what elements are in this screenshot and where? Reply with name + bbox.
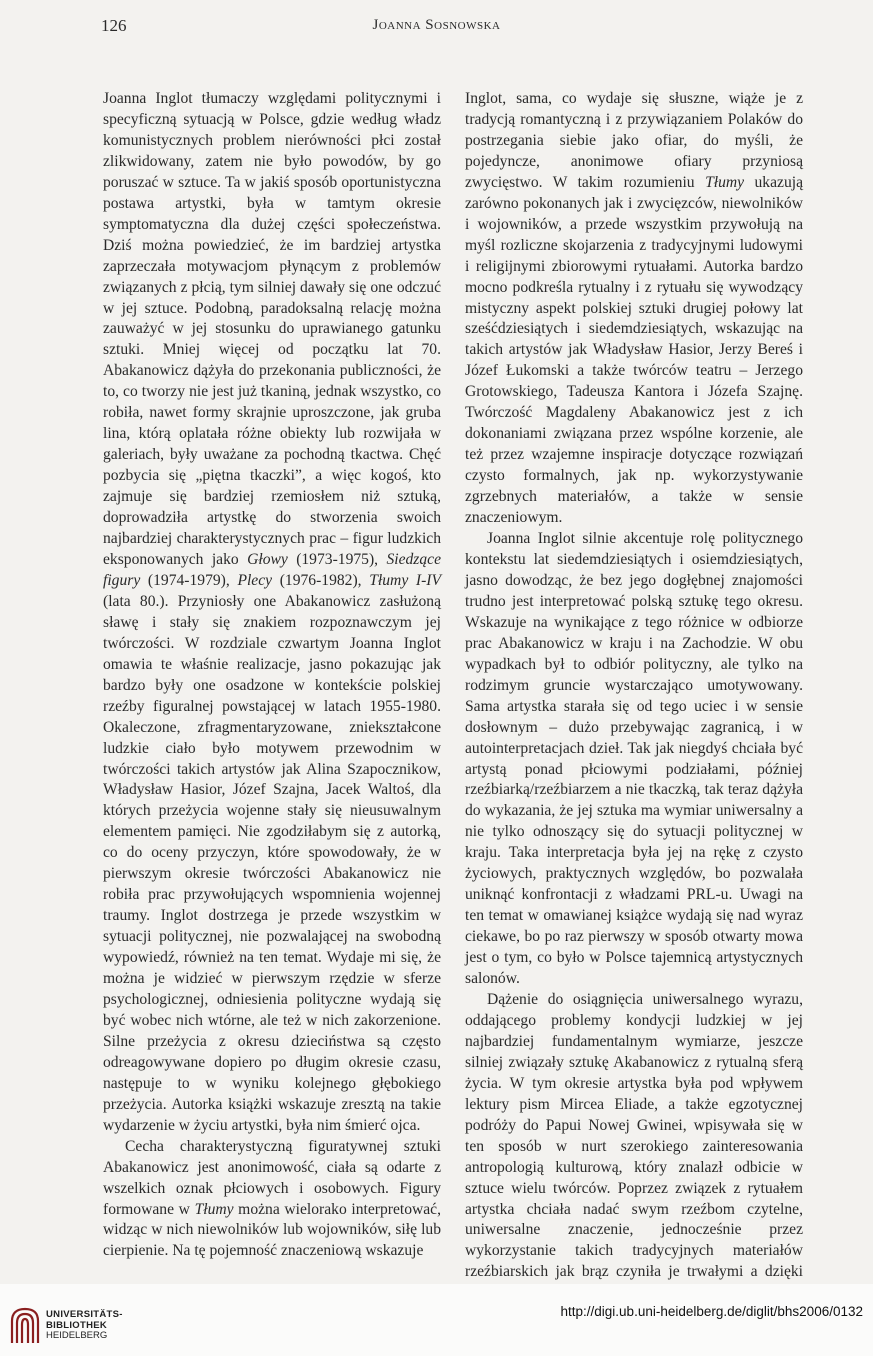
library-logo-icon — [9, 1305, 41, 1345]
work-title-tlumy-right: Tłumy — [705, 173, 745, 191]
right-paragraph-1: Inglot, sama, co wydaje się słuszne, wiąże je z tradycją romantyczną i z przywiązaniem Polaków do postrzegania siebie jako ofiar, do myśli, że pojedyncze, anonimowe ofiary przyniosą zwycięstwo. W takim rozumieniu Tłumy ukazują zarówno pokonanych jak i zwycięzców, niewolników i wojowników, a przede wszystkim przywołują na myśl rozliczne skojarzenia z tradycyjnymi ludowymi i religijnymi zbiorowymi rytuałami. Autorka bardzo mocno podkreśla rytualny i z rytuału się wywodzący mistyczny aspekt polskiej sztuki drugiej połowy lat sześćdziesiątych i siedemdziesiątych, wskazując na takich artystów jak Władysław Hasior, Jerzy Bereś i Józef Łukomski a także twórców teatru – Jerzego Grotowskiego, Tadeusza Kantora i Józefa Szajnę. Twórczość Magdaleny Abakanowicz jest z ich dokonaniami związana przez wspólne korzenie, ale też przez wzajemne inspiracje dotyczące rozwiązań czysto formalnych, jak np. wykorzystywanie zgrzebnych materiałów, a także w sensie znaczeniowym. — [465, 90, 803, 527]
right-column — [465, 89, 803, 1304]
work-title-plecy: Plecy — [237, 571, 273, 589]
work-title-glowy: Głowy — [247, 550, 288, 568]
work-title-tlumy: Tłumy — [194, 1200, 234, 1218]
library-logo-text: UNIVERSITÄTS- BIBLIOTHEK HEIDELBERG — [46, 1309, 123, 1341]
left-paragraph-1: Joanna Inglot tłumaczy względami politycznymi i specyficzną sytuacją w Polsce, gdzie według władz komunistycznych problem nierówności płci został zlikwidowany, zatem nie było powodów, by go poruszać w sztuce. Ta w jakiś sposób oportunistyczna postawa artystki, była w tamtym okresie symptomatyczna dla dużej części społeczeństwa. Dziś można powiedzieć, że im bardziej artystka zaprzeczała motywacjom płynącym z problemów związanych z płcią, tym silniej dawały się one odczuć w jej sztuce. Podobną, paradoksalną relację można zauważyć w jej stosunku do uprawianego gatunku sztuki. Mniej więcej od początku lat 70. Abakanowicz dążyła do przekonania publiczności, że to, co tworzy nie jest już tkaniną, jednak wszystko, co robiła, nawet formy skrajnie uproszczone, jak gruba lina, którą oplatała różne obiekty lub rozwijała w galeriach, były uważane za pochodną tkactwa. Chęć pozbycia się „piętna tkaczki”, a więc kogoś, kto zajmuje się bardziej rzemiosłem niż sztuką, doprowadziła artystkę do stworzenia swoich najbardziej charakterystycznych prac – figur ludzkich eksponowanych jako Głowy (1973-1975), Siedzące figury (1974-1979), Plecy (1976-1982), Tłumy I-IV (lata 80.). Przyniosły one Abakanowicz zasłużoną sławę i stały się znakiem rozpoznawczym jej twórczości. W rozdziale czwartym Joanna Inglot omawia te właśnie realizacje, jasno pokazując jak bardzo były one osadzone w kontekście polskiej rzeźby figuralnej powstającej w latach 1955-1980. Okaleczone, zfragmentaryzowane, zniekształcone ludzkie ciało było motywem przewodnim w twórczości takich artystów jak Alina Szapocznikow, Władysław Hasior, Józef Szajna, Jacek Waltoś, dla których przeżycia wojenne stały się nieusuwalnym elementem pamięci. Nie zgodziłabym się z autorką, co do oceny przyczyn, które spowodowały, że w pierwszym okresie twórczości Abakanowicz nie robiła prac przywołujących wspomnienia wojennej traumy. Inglot dostrzega je przede wszystkim w sytuacji politycznej, nie pozwalającej na swobodną wypowiedź, również na ten temat. Wydaje mi się, że można je widzieć w pierwszym rzędzie w sferze psychologicznej, odniesienia polityczne wydają się być wobec nich wtórne, ale też w nich zakorzenione. Silne przeżycia z okresu dzieciństwa są często odreagowywane dopiero po długim okresie czasu, następuje to w wyniku kolejnego głębokiego przeżycia. Autorka książki wskazuje zresztą na takie wydarzenie w życiu artystki, była nim śmierć ojca. — [103, 90, 441, 1134]
work-title-tlumy-i-iv: Tłumy I-IV — [369, 571, 441, 589]
source-url-link[interactable]: http://digi.ub.uni-heidelberg.de/diglit/bhs2006/0132 — [560, 1304, 863, 1319]
running-head: Joanna Sosnowska — [372, 17, 501, 33]
right-paragraph-3: Dążenie do osiągnięcia uniwersalnego wyrazu, oddającego problemy kondycji ludzkiej w jej najbardziej fundamentalnym wymiarze, jeszcze silniej związały sztukę Akabanowicz z rytualną sferą życia. W tym okresie artystka była pod wpływem lektury pism Mircea Eliade, a także egzotycznej podróży do Papui Nowej Gwinei, wpisywała się w ten sposób w nurt szerokiego zainteresowania antropologią kulturową, który znalazł odbicie w sztuce wielu twórców. Poprzez związek z rytuałem artystka chciała nadać swym rzeźbom czytelne, uniwersalne znaczenie, jednocześnie przez wykorzystanie takich tradycyjnych materiałów rzeźbiarskich jak brąz czyniła je trwałymi a dzięki — [465, 990, 803, 1281]
left-column — [103, 89, 441, 1262]
right-paragraph-2: Joanna Inglot silnie akcentuje rolę politycznego kontekstu lat siedemdziesiątych i osiemdziesiątych, jasno dowodząc, że bez jego dogłębnej znajomości trudno jest interpretować polską sztukę tego okresu. Wskazuje na wynikające z tego różnice w odbiorze prac Abakanowicz w kraju i na Zachodzie. W obu wypadkach był to odbiór polityczny, ale tylko na rodzimym gruncie wystarczająco umotywowany. Sama artystka starała się od tego uciec i w sensie dosłownym – dużo przebywając zagranicą, i w autointerpretacjach dzieł. Tak jak niegdyś chciała być artystą ponad płciowymi podziałami, później rzeźbiarką/rzeźbiarzem a nie tkaczką, tak teraz dążyła do wykazania, że jej sztuka ma wymiar uniwersalny a nie tylko odnoszący się do sytuacji politycznej w kraju. Taka interpretacja była jej na rękę z czysto życiowych, praktycznych względów, bo pozwalała uniknąć konfrontacji z władzami PRL-u. Uwagi na ten temat w omawianej książce wydają się nad wyraz ciekawe, bo po raz pierwszy w sposób otwarty mowa jest o tym, co było w Polsce tajemnicą artystycznych salonów. — [465, 530, 803, 988]
work-title-siedzace-figury: Siedzące figury — [103, 550, 441, 589]
footer-bar — [0, 1284, 873, 1356]
page-number: 126 — [101, 16, 127, 35]
left-paragraph-2: Cecha charakterystyczną figuratywnej sztuki Abakanowicz jest anonimowość, ciała są odarte z wszelkich oznak płciowych i osobowych. Figury formowane w Tłumy można wielorako interpretować, widząc w nich niewolników lub wojowników, siłę lub cierpienie. Na tę pojemność znaczeniową wskazuje — [103, 1137, 442, 1260]
